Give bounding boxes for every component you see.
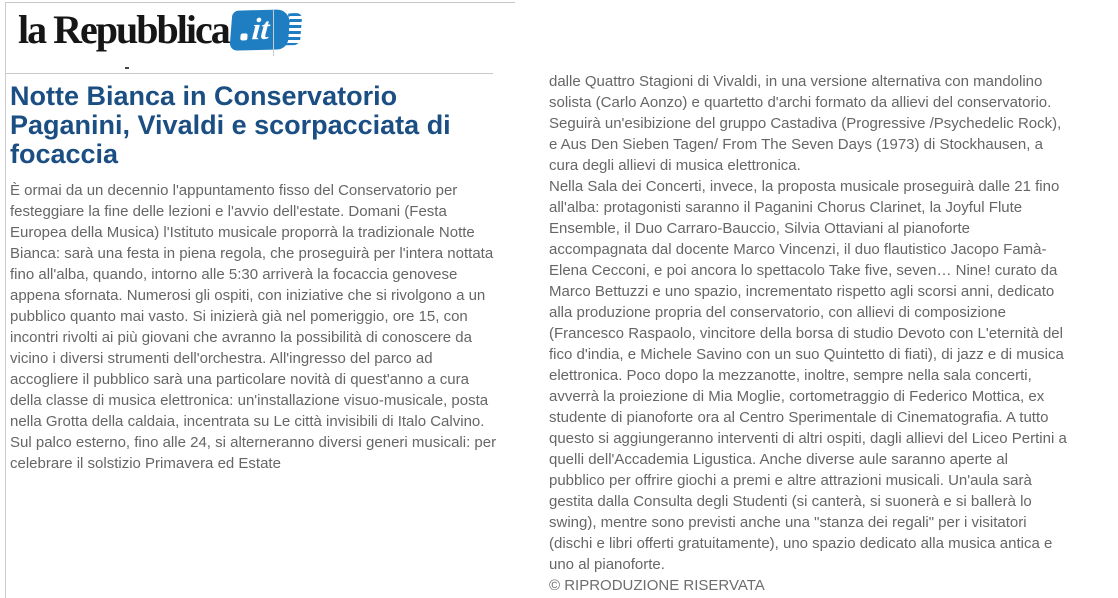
article-title: Notte Bianca in Conservatorio Paganini, Vivaldi e scorpacciata di focaccia [10,81,451,169]
article-paragraph: Nella Sala dei Concerti, invece, la proposta musicale proseguirà dalle 21 fino all'alba: protagonisti saranno il Paganini Chorus Clarinet, la Joyful Flute Ensemble, il Duo Carraro-Bauccio, Silvia Ottaviani al pianoforte accompagnata dal docente Marco Vincenzi, il duo flautistico Jacopo Famà-Elena Cecconi, e poi ancora lo spettacolo Take five, seven… Nine! curato da Marco Bettuzzi e uno spazio, incrementato rispetto agli scorsi anni, dedicato alla produzione propria del conservatorio, con allievi di composizione (Francesco Raspaolo, vincitore della borsa di studio Devoto con L'eternità del fico d'india, e Michele Savino con un suo Quintetto di fiati), di jazz e di musica elettronica. Poco dopo la mezzanotte, inoltre, sempre nella sala concerti, avverrà la proiezione di Mia Moglie, cortometraggio di Federico Mottica, ex studente di pianoforte ora al Centro Sperimentale di Cinematografia. A tutto questo si aggiungeranno interventi di altri ospiti, dagli allievi del Liceo Pertini a quelli dell'Accademia Ligustica. Anche diverse aule saranno aperte al pubblico per offrire giochi a premi e altre attrazioni musicali. Un'aula sarà gestita dalla Consulta degli Studenti (si canterà, si suonerà e si ballerà lo swing), mentre sono previsti anche una "stanza dei regali" per i visitatori (dischi e libri offerti gratuitamente), uno spazio dedicato alla musica antica e uno al pianoforte. [549,178,1067,573]
article-right-column [549,71,1067,596]
copyright-notice: © RIPRODUZIONE RISERVATA [549,577,765,594]
brand-dot-icon [240,33,248,40]
article-paragraph: È ormai da un decennio l'appuntamento fisso del Conservatorio per festeggiare la fine delle lezioni e l'avvio dell'estate. Domani (Festa Europea della Musica) l'Istituto musicale proporrà la tradizionale Notte Bianca: sarà una festa in piena regola, che proseguirà per l'intera nottata fino all'alba, quando, intorno alle 5:30 arriverà la focaccia genovese appena sfornata. Numerosi gli ospiti, con iniziative che si rivolgono a un pubblico quanto mai vasto. Si inizierà già nel pomeriggio, ore 15, con incontri rivolti ai più giovani che avranno la possibilità di conoscere da vicino i diversi strumenti dell'orchestra. All'ingresso del parco ad accogliere il pubblico sarà una particolare novità di quest'anno a cura della classe di musica elettronica: un'installazione visuo-musicale, posta nella Grotta della caldaia, incentrata su Le città invisibili di Italo Calvino. [10,182,494,430]
article-left-column [10,180,504,474]
brand-logo[interactable] [18,7,289,53]
masthead [18,7,289,59]
header-divider [5,73,493,74]
brand-wordmark: la Repubblica [18,7,229,52]
article-paragraph: Sul palco esterno, fino alle 24, si alterneranno diversi generi musicali: per celebrare il solstizio Primavera ed Estate [10,434,497,472]
page-left-border [5,2,6,598]
brand-it-label: it [250,10,271,47]
logo-underline-mark [125,67,129,69]
article-paragraph: dalle Quattro Stagioni di Vivaldi, in una versione alternativa con mandolino solista (Carlo Aonzo) e quartetto d'archi formato da allievi del conservatorio. Seguirà un'esibizione del gruppo Castadiva (Progressive /Psychedelic Rock), e Aus Den Sieben Tagen/ From The Seven Days (1973) di Stockhausen, a cura degli allievi di musica elettronica. [549,73,1062,174]
masthead-divider [273,10,274,56]
brand-it-badge [229,9,291,51]
top-divider [5,2,515,3]
